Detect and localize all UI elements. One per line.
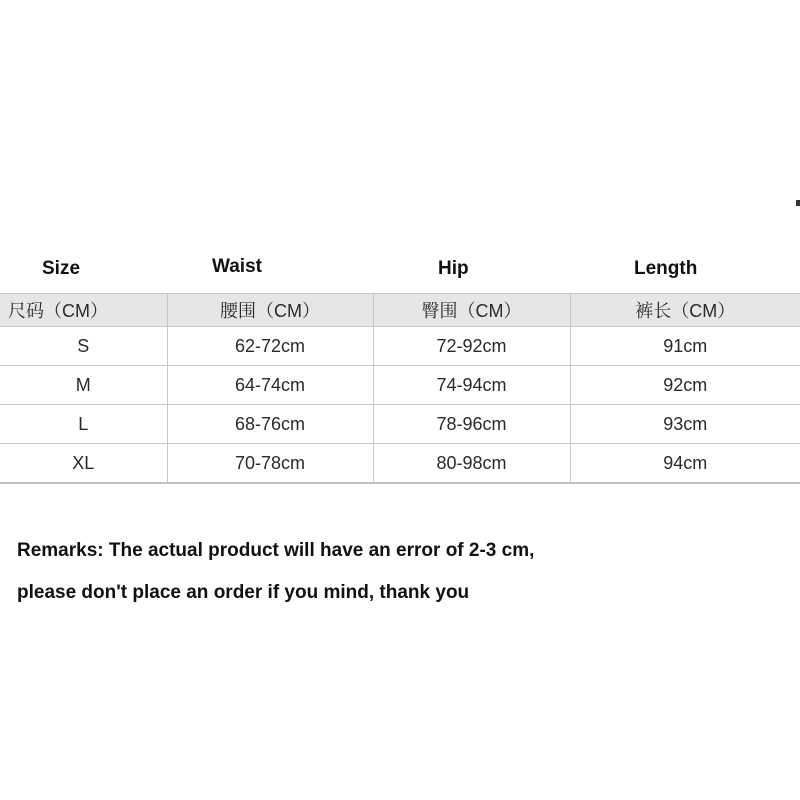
column-header-size: 尺码（CM） <box>0 294 167 327</box>
waist-cell: 62-72cm <box>167 327 373 366</box>
column-header-hip: 臀围（CM） <box>373 294 570 327</box>
header-size: Size <box>42 258 81 279</box>
length-cell: 92cm <box>570 366 800 405</box>
english-header-row <box>0 252 800 284</box>
size-cell: M <box>0 366 167 405</box>
remarks-line-2: please don't place an order if you mind, thank you <box>17 582 470 603</box>
column-header-waist: 腰围（CM） <box>167 294 373 327</box>
length-cell: 94cm <box>570 444 800 484</box>
header-length: Length <box>634 258 698 279</box>
size-cell: L <box>0 405 167 444</box>
header-waist: Waist <box>212 256 262 277</box>
waist-cell: 68-76cm <box>167 405 373 444</box>
length-cell: 93cm <box>570 405 800 444</box>
table-header-row <box>0 294 800 327</box>
table-row <box>0 366 800 405</box>
table-row <box>0 405 800 444</box>
waist-cell: 64-74cm <box>167 366 373 405</box>
hip-cell: 78-96cm <box>373 405 570 444</box>
table-row <box>0 327 800 366</box>
column-header-length: 裤长（CM） <box>570 294 800 327</box>
size-table <box>0 293 800 491</box>
edge-mark <box>796 200 800 206</box>
hip-cell: 74-94cm <box>373 366 570 405</box>
size-cell: XL <box>0 444 167 484</box>
length-cell: 91cm <box>570 327 800 366</box>
header-hip: Hip <box>438 258 469 279</box>
size-cell: S <box>0 327 167 366</box>
remarks-line-1: Remarks: The actual product will have an error of 2-3 cm, <box>17 540 535 561</box>
remarks-note <box>17 530 787 614</box>
table-row <box>0 444 800 484</box>
waist-cell: 70-78cm <box>167 444 373 484</box>
hip-cell: 72-92cm <box>373 327 570 366</box>
hip-cell: 80-98cm <box>373 444 570 484</box>
